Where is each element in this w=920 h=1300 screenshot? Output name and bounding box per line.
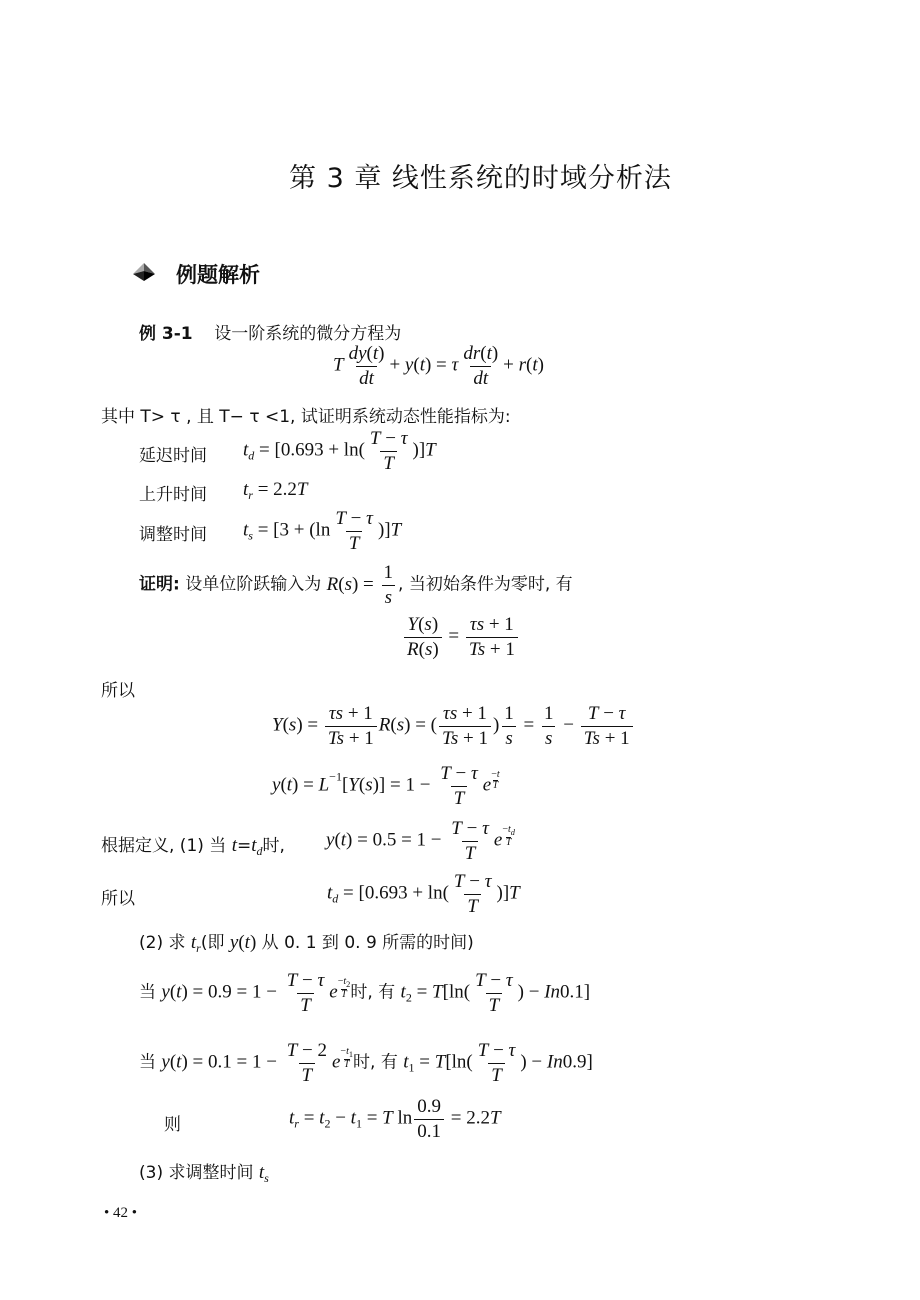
by-def-text: 根据定义, (1) 当 bbox=[101, 836, 232, 856]
definition-line: 根据定义, (1) 当 $t=t_d$时, bbox=[101, 835, 285, 858]
equation-td-result: $t_d = [0.693 + \ln$( $\frac{T - \tau}{T}$ )]T bbox=[327, 871, 520, 917]
equation-delay-time: $t_d = [0.693 + \ln$( $\frac{T - \tau}{T}$ )]T bbox=[243, 428, 436, 474]
so-label-2: 所以 bbox=[101, 889, 135, 909]
input-formula: R(s) = $\frac{1}{s}$ bbox=[326, 562, 394, 608]
equation-transfer: $\frac{Y(s)}{R(s)}$ = $\frac{\tau s + 1}{Ts + 1}$ bbox=[402, 614, 520, 661]
step3-line: (3) 求调整时间 $t_s$ bbox=[139, 1162, 269, 1185]
step2-text-b: (即 bbox=[200, 933, 230, 953]
equation-yt-half: y(t) = 0.5 = 1 − $\frac{T - \tau}{T}$ e $\frac{-t_d}{T}$ bbox=[326, 818, 515, 864]
equation-y09: 当 y(t) = 0.9 = 1 − $\frac{T - \tau}{T}$ e $\frac{-t_2}{T}$ 时, 有 $t_2 = T[\ln$( $\frac{T - \tau}{T}$ ) − In0.1] bbox=[139, 970, 591, 1016]
example-label: 例 3-1 bbox=[139, 324, 193, 344]
rise-time-label: 上升时间 bbox=[139, 485, 207, 505]
section-title: 例题解析 bbox=[176, 263, 260, 287]
diamond-bullet-icon bbox=[132, 262, 156, 286]
example-intro: 设一阶系统的微分方程为 bbox=[214, 324, 402, 344]
step2-text: (2) 求 bbox=[139, 933, 191, 953]
when-text-1: 当 bbox=[139, 982, 162, 1003]
so-label-1: 所以 bbox=[101, 681, 135, 701]
settle-time-label: 调整时间 bbox=[139, 525, 207, 545]
step3-text: (3) 求调整时间 bbox=[139, 1163, 259, 1183]
step2-text-c: 从 0. 1 到 0. 9 所需的时间) bbox=[256, 933, 474, 953]
when-text-2: 当 bbox=[139, 1052, 162, 1073]
have-text-1: 时, 有 bbox=[350, 982, 401, 1003]
proof-text-b: , 当初始条件为零时, 有 bbox=[398, 574, 573, 595]
example-intro-line bbox=[139, 319, 401, 344]
then-label: 则 bbox=[164, 1115, 181, 1135]
step2-line: (2) 求 $t_r$(即 y(t) 从 0. 1 到 0. 9 所需的时间) bbox=[139, 932, 474, 955]
at-time-text: 时, bbox=[262, 836, 285, 856]
delay-time-label: 延迟时间 bbox=[139, 446, 207, 466]
equation-y01: 当 y(t) = 0.1 = 1 − $\frac{T - 2}{T}$ e $\frac{-t_1}{T}$ 时, 有 $t_1 = T[\ln$( $\frac{T - \tau}{T}$ ) − In0.9] bbox=[139, 1040, 593, 1086]
equation-ys: Y(s) = $\frac{\tau s + 1}{Ts + 1}$ R(s) = ( $\frac{\tau s + 1}{Ts + 1}$ ) $\frac{1}{s}$ = $\frac{1}{s}$ − $\frac{T - \tau}{Ts + 1}$ bbox=[272, 703, 635, 750]
equation-settle-time: $t_s = [3 + (\ln$ $\frac{T - \tau}{T}$ )]T bbox=[243, 508, 402, 554]
proof-label: 证明: bbox=[139, 574, 180, 595]
chapter-title: 第 3 章 线性系统的时域分析法 bbox=[289, 163, 672, 194]
have-text-2: 时, 有 bbox=[353, 1052, 404, 1073]
proof-text-a: 设单位阶跃输入为 bbox=[179, 574, 327, 595]
equation-rise-time: $t_r = 2.2T$ bbox=[243, 479, 308, 502]
equation-yt: $y(t) = L^{-1}[Y(s)] = 1$ − $\frac{T - \tau}{T}$ e $\frac{-t}{T}$ bbox=[272, 763, 500, 809]
condition-text: 其中 T> τ , 且 T− τ <1, 试证明系统动态性能指标为: bbox=[101, 407, 511, 427]
equation-differential: T $\frac{dy(t)}{dt}$ + y(t) = τ $\frac{dr(t)}{dt}$ + r(t) bbox=[333, 343, 544, 389]
page-number: • 42 • bbox=[104, 1205, 138, 1221]
proof-line bbox=[139, 562, 573, 609]
equation-tr-result: $t_r = t_2 - t_1 = T$ ln $\frac{0.9}{0.1}$ = 2.2T bbox=[289, 1096, 501, 1142]
